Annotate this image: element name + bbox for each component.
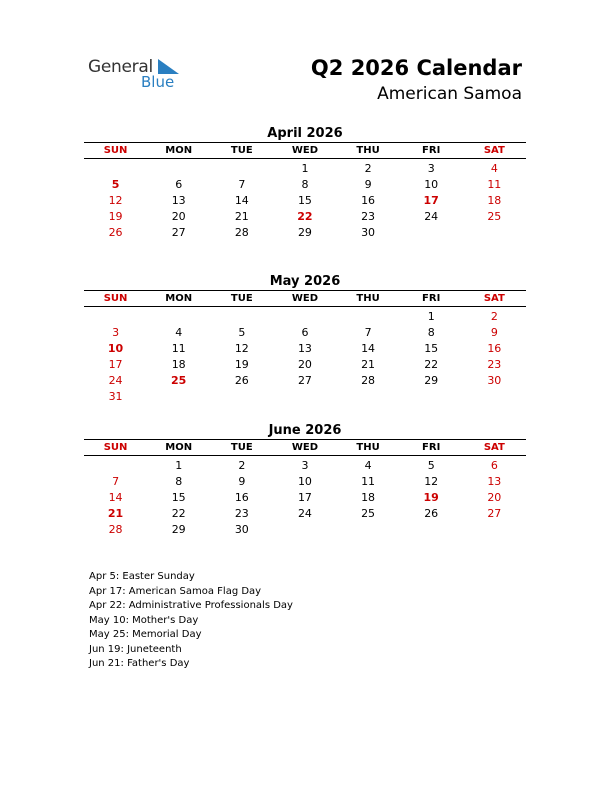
weekday-fri: FRI <box>422 293 441 304</box>
day-cell: 23 <box>234 506 249 520</box>
day-cell: 31 <box>108 389 123 403</box>
day-cell: 28 <box>361 373 376 387</box>
month-title: June 2026 <box>268 423 342 438</box>
day-cell: 9 <box>238 474 246 488</box>
day-cell: 22 <box>424 357 439 371</box>
day-cell: 20 <box>171 209 186 223</box>
day-cell: 13 <box>297 341 312 355</box>
day-cell: 17 <box>108 357 123 371</box>
day-cell: 19 <box>108 209 123 223</box>
page-subtitle: American Samoa <box>377 84 522 104</box>
day-cell: 12 <box>424 474 439 488</box>
day-cell: 4 <box>490 161 498 175</box>
day-cell: 8 <box>175 474 183 488</box>
holiday-item: May 10: Mother's Day <box>89 614 199 626</box>
weekday-wed: WED <box>291 145 319 156</box>
day-cell: 6 <box>490 458 498 472</box>
day-cell: 19 <box>234 357 249 371</box>
day-cell: 7 <box>364 325 372 339</box>
week-row <box>84 160 526 176</box>
day-cell: 10 <box>107 341 124 355</box>
day-cell: 9 <box>364 177 372 191</box>
day-cell: 14 <box>108 490 123 504</box>
week-row <box>84 356 526 372</box>
day-cell: 20 <box>487 490 502 504</box>
day-cell: 12 <box>108 193 123 207</box>
day-cell: 25 <box>487 209 502 223</box>
day-cell: 15 <box>297 193 312 207</box>
weekday-fri: FRI <box>422 442 441 453</box>
day-cell: 3 <box>427 161 435 175</box>
day-cell: 8 <box>427 325 435 339</box>
day-cell: 7 <box>112 474 120 488</box>
weekday-mon: MON <box>165 145 193 156</box>
day-cell: 18 <box>361 490 376 504</box>
day-cell: 15 <box>171 490 186 504</box>
day-cell: 30 <box>234 522 249 536</box>
day-cell: 19 <box>423 490 439 504</box>
month-grid <box>84 159 526 240</box>
day-cell: 24 <box>297 506 312 520</box>
week-row <box>84 308 526 324</box>
month-title: April 2026 <box>267 126 343 141</box>
weekday-wed: WED <box>291 442 319 453</box>
day-cell: 9 <box>490 325 498 339</box>
month-grid <box>84 307 526 404</box>
day-cell: 26 <box>234 373 249 387</box>
day-cell: 25 <box>171 373 187 387</box>
weekday-sun: SUN <box>103 293 128 304</box>
week-row <box>84 388 526 404</box>
day-cell: 3 <box>301 458 309 472</box>
day-cell: 13 <box>487 474 502 488</box>
month-may <box>84 273 526 404</box>
day-cell: 6 <box>175 177 183 191</box>
week-row <box>84 208 526 224</box>
holiday-item: Apr 22: Administrative Professionals Day <box>89 600 293 611</box>
day-cell: 21 <box>107 506 124 520</box>
holiday-item: Apr 5: Easter Sunday <box>89 571 195 582</box>
day-cell: 22 <box>171 506 186 520</box>
day-cell: 13 <box>171 193 186 207</box>
week-row <box>84 457 526 473</box>
day-cell: 5 <box>111 177 120 191</box>
day-cell: 11 <box>487 177 502 191</box>
day-cell: 17 <box>297 490 312 504</box>
day-cell: 24 <box>108 373 123 387</box>
day-cell: 30 <box>487 373 502 387</box>
day-cell: 23 <box>487 357 502 371</box>
weekday-sat: SAT <box>483 293 505 304</box>
holiday-item: Jun 21: Father's Day <box>89 658 190 669</box>
day-cell: 12 <box>234 341 249 355</box>
day-cell: 18 <box>487 193 502 207</box>
day-cell: 2 <box>238 458 246 472</box>
month-title: May 2026 <box>269 274 341 289</box>
day-cell: 28 <box>234 225 249 239</box>
day-cell: 2 <box>490 309 498 323</box>
month-grid <box>84 456 526 537</box>
day-cell: 16 <box>487 341 502 355</box>
weekday-sat: SAT <box>483 145 505 156</box>
week-row <box>84 176 526 192</box>
generalblue-logo <box>88 57 198 93</box>
day-cell: 7 <box>238 177 246 191</box>
month-june <box>84 422 526 537</box>
day-cell: 8 <box>301 177 309 191</box>
day-cell: 1 <box>427 309 435 323</box>
weekday-header <box>84 439 526 456</box>
day-cell: 1 <box>175 458 183 472</box>
weekday-thu: THU <box>356 145 380 156</box>
weekday-header <box>84 142 526 159</box>
day-cell: 22 <box>297 209 313 223</box>
day-cell: 14 <box>234 193 249 207</box>
day-cell: 30 <box>361 225 376 239</box>
day-cell: 2 <box>364 161 372 175</box>
day-cell: 20 <box>297 357 312 371</box>
day-cell: 29 <box>424 373 439 387</box>
week-row <box>84 489 526 505</box>
week-row <box>84 521 526 537</box>
holiday-list <box>89 570 293 672</box>
weekday-sat: SAT <box>483 442 505 453</box>
week-row <box>84 372 526 388</box>
day-cell: 27 <box>171 225 186 239</box>
weekday-fri: FRI <box>422 145 441 156</box>
weekday-sun: SUN <box>103 442 128 453</box>
day-cell: 21 <box>361 357 376 371</box>
day-cell: 28 <box>108 522 123 536</box>
day-cell: 14 <box>361 341 376 355</box>
day-cell: 16 <box>361 193 376 207</box>
weekday-tue: TUE <box>230 442 253 453</box>
week-row <box>84 340 526 356</box>
logo-text-blue: Blue <box>141 73 175 91</box>
weekday-mon: MON <box>165 442 193 453</box>
holiday-item: May 25: Memorial Day <box>89 629 202 640</box>
page-title: Q2 2026 Calendar <box>310 56 522 80</box>
day-cell: 5 <box>427 458 435 472</box>
day-cell: 1 <box>301 161 309 175</box>
day-cell: 4 <box>364 458 372 472</box>
week-row <box>84 473 526 489</box>
day-cell: 26 <box>108 225 123 239</box>
day-cell: 29 <box>297 225 312 239</box>
weekday-thu: THU <box>356 442 380 453</box>
week-row <box>84 192 526 208</box>
day-cell: 15 <box>424 341 439 355</box>
weekday-mon: MON <box>165 293 193 304</box>
day-cell: 29 <box>171 522 186 536</box>
weekday-header <box>84 290 526 307</box>
weekday-tue: TUE <box>230 293 253 304</box>
day-cell: 10 <box>297 474 312 488</box>
day-cell: 6 <box>301 325 309 339</box>
weekday-wed: WED <box>291 293 319 304</box>
day-cell: 27 <box>297 373 312 387</box>
day-cell: 17 <box>423 193 439 207</box>
day-cell: 23 <box>361 209 376 223</box>
day-cell: 3 <box>112 325 120 339</box>
week-row <box>84 224 526 240</box>
weekday-thu: THU <box>356 293 380 304</box>
logo-text-general: General <box>88 57 153 77</box>
holiday-item: Apr 17: American Samoa Flag Day <box>89 585 262 597</box>
day-cell: 16 <box>234 490 249 504</box>
day-cell: 26 <box>424 506 439 520</box>
day-cell: 24 <box>424 209 439 223</box>
weekday-tue: TUE <box>230 145 253 156</box>
weekday-sun: SUN <box>103 145 128 156</box>
day-cell: 25 <box>361 506 376 520</box>
month-april <box>84 125 526 240</box>
day-cell: 10 <box>424 177 439 191</box>
week-row <box>84 505 526 521</box>
day-cell: 21 <box>234 209 249 223</box>
holiday-item: Jun 19: Juneteenth <box>89 643 182 655</box>
day-cell: 4 <box>175 325 183 339</box>
day-cell: 27 <box>487 506 502 520</box>
day-cell: 5 <box>238 325 246 339</box>
week-row <box>84 324 526 340</box>
day-cell: 11 <box>361 474 376 488</box>
day-cell: 18 <box>171 357 186 371</box>
day-cell: 11 <box>171 341 186 355</box>
